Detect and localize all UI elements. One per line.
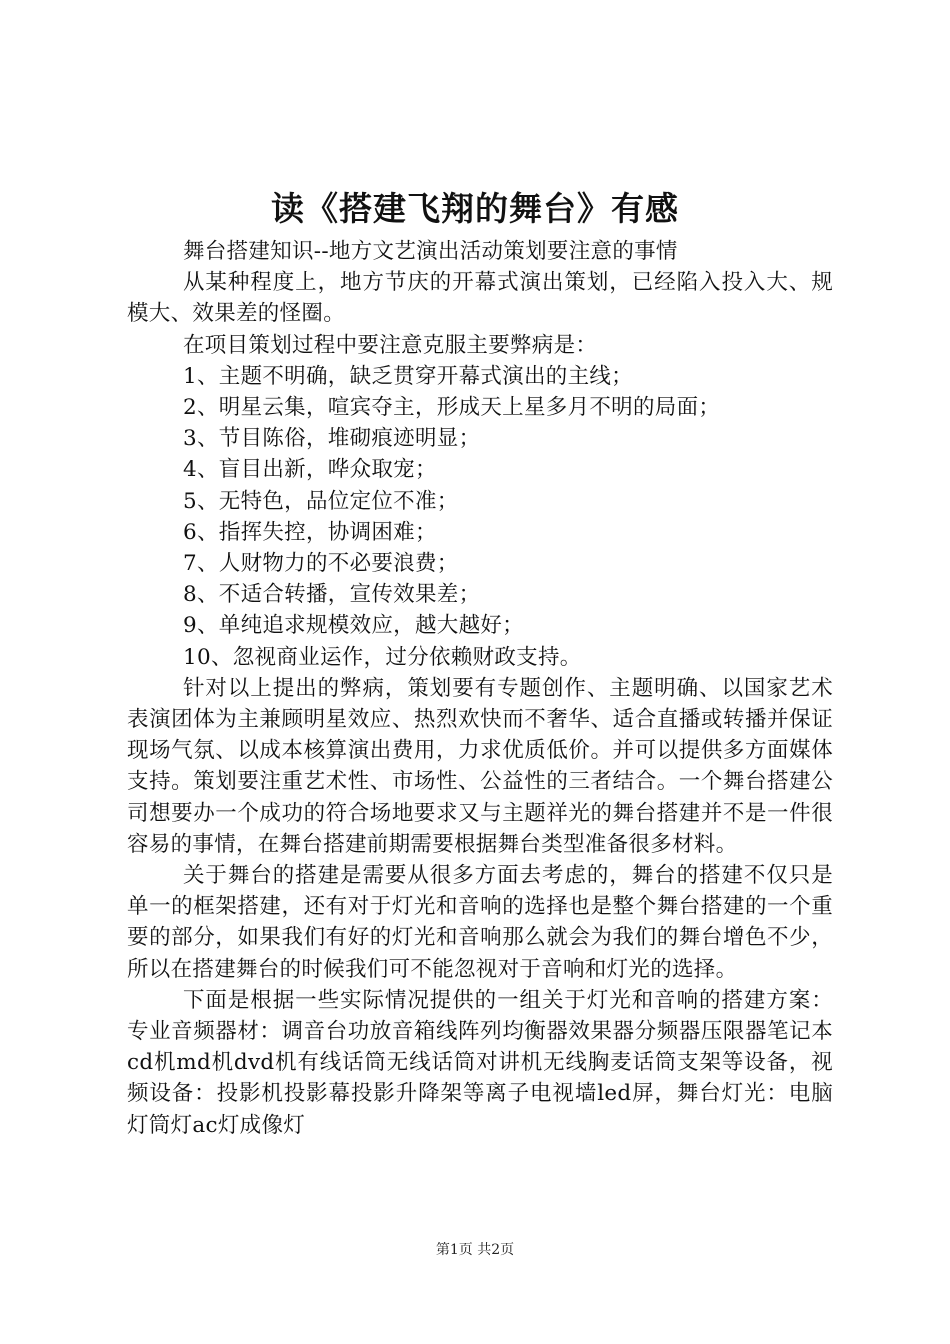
paragraph: 下面是根据一些实际情况提供的一组关于灯光和音响的搭建方案：专业音频器材：调音台功放音箱线阵列均衡器效果器分频器压限器笔记本cd机md机dvd机有线话筒无线话筒对讲机无线胸麦话筒支架等设备，视频设备：投影机投影幕投影升降架等离子电视墙led屏，舞台灯光：电脑灯筒灯ac灯成像灯 [127,987,833,1138]
paragraph: 针对以上提出的弊病，策划要有专题创作、主题明确、以国家艺术表演团体为主兼顾明星效应、热烈欢快而不奢华、适合直播或转播并保证现场气氛、以成本核算演出费用，力求优质低价。并可以提供多方面媒体支持。策划要注重艺术性、市场性、公益性的三者结合。一个舞台搭建公司想要办一个成功的符合场地要求又与主题祥光的舞台搭建并不是一件很容易的事情，在舞台搭建前期需要根据舞台类型准备很多材料。 [127,675,833,857]
list-item: 7、人财物力的不必要浪费； [183,551,459,577]
list-item: 9、单纯追求规模效应，越大越好； [183,613,524,639]
list-item: 1、主题不明确，缺乏贯穿开幕式演出的主线； [183,363,633,389]
list-item: 6、指挥失控，协调困难； [183,519,437,545]
document-title: 读《搭建飞翔的舞台》有感 [271,189,679,228]
list-item: 5、无特色，品位定位不准； [183,488,459,514]
list-item: 8、不适合转播，宣传效果差； [183,582,481,608]
paragraph: 从某种程度上，地方节庆的开幕式演出策划，已经陷入投入大、规模大、效果差的怪圈。 [127,270,833,327]
paragraph: 舞台搭建知识--地方文艺演出活动策划要注意的事情 [183,239,678,264]
page-number-footer: 第1页 共2页 [435,1242,515,1258]
paragraph: 在项目策划过程中要注意克服主要弊病是： [183,332,598,358]
list-item: 3、节目陈俗，堆砌痕迹明显； [183,426,481,452]
list-item: 2、明星云集，喧宾夺主，形成天上星多月不明的局面； [183,395,721,421]
paragraph: 关于舞台的搭建是需要从很多方面去考虑的，舞台的搭建不仅只是单一的框架搭建，还有对于灯光和音响的选择也是整个舞台搭建的一个重要的部分，如果我们有好的灯光和音响那么就会为我们的舞台增色不少，所以在搭建舞台的时候我们可不能忽视对于音响和灯光的选择。 [127,863,833,982]
list-item: 10、忽视商业运作，过分依赖财政支持。 [183,644,582,670]
list-item: 4、盲目出新，哗众取宠； [183,457,437,483]
document-body [127,236,833,1141]
